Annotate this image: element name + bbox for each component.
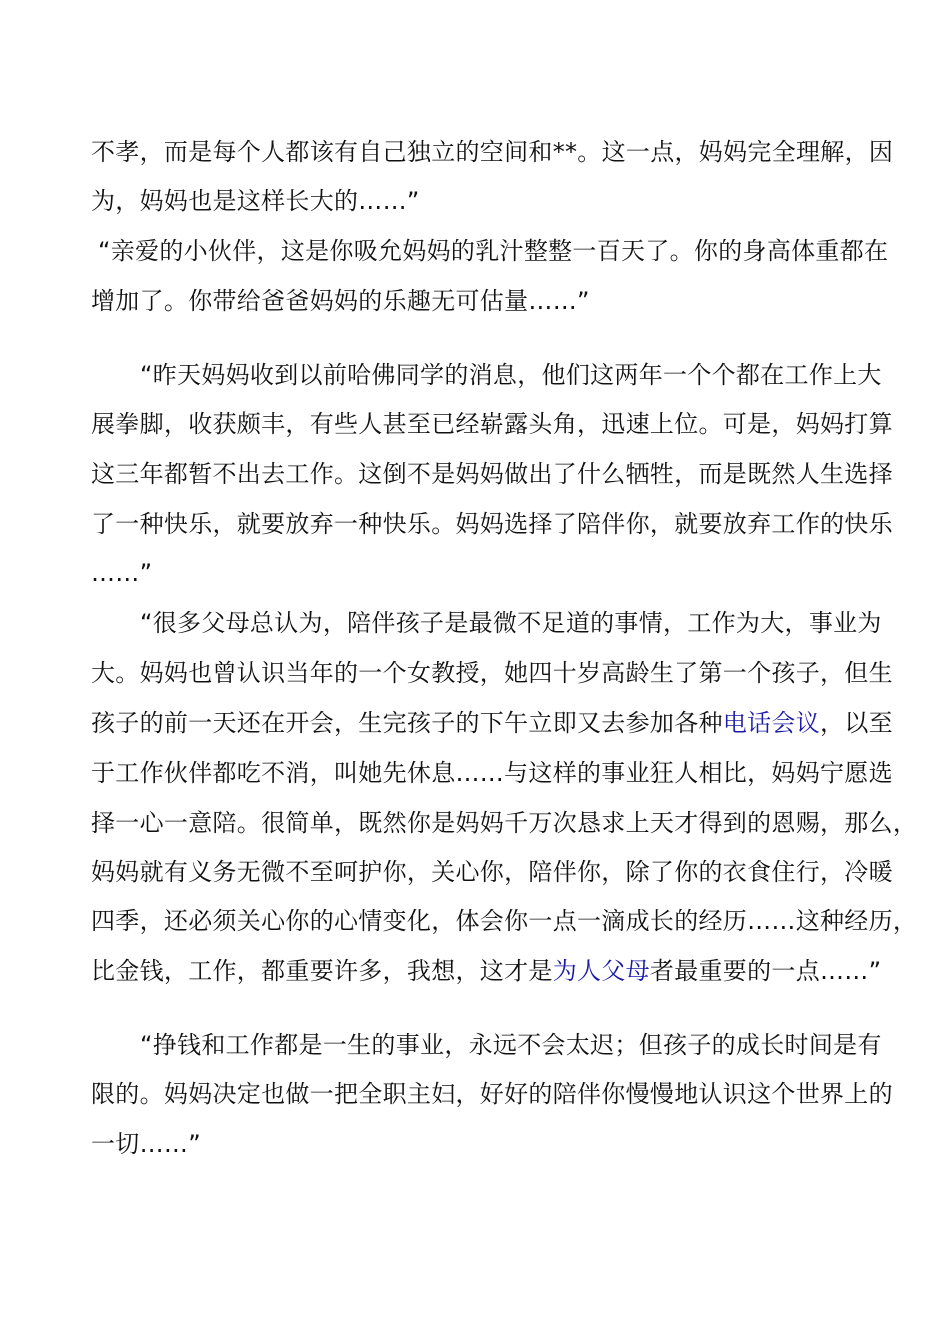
paragraph-4-line-8-text-b: 者最重要的一点……” (649, 957, 882, 985)
paragraph-2-line-1: “亲爱的小伙伴，这是你吸允妈妈的乳汁整整一百天了。你的身高体重都在 (98, 237, 889, 265)
paragraph-4-line-3-text-b: ，以至 (820, 709, 893, 737)
paragraph-5-line-3: 一切……” (91, 1130, 201, 1158)
paragraph-3-line-4: 了一种快乐，就要放弃一种快乐。妈妈选择了陪伴你，就要放弃工作的快乐 (91, 510, 893, 538)
paragraph-4-line-8-text-a: 比金钱，工作，都重要许多，我想，这才是 (91, 957, 553, 985)
paragraph-1-line-2: 为，妈妈也是这样长大的……” (91, 187, 420, 215)
paragraph-3-line-3: 这三年都暂不出去工作。这倒不是妈妈做出了什么牺牲，而是既然人生选择 (91, 460, 893, 488)
paragraph-2-line-2: 增加了。你带给爸爸妈妈的乐趣无可估量……” (91, 287, 590, 315)
paragraph-4-line-8 (91, 956, 881, 986)
paragraph-4-line-2: 大。妈妈也曾认识当年的一个女教授，她四十岁高龄生了第一个孩子，但生 (91, 659, 893, 687)
paragraph-5-line-1: “挣钱和工作都是一生的事业，永远不会太迟；但孩子的成长时间是有 (140, 1031, 882, 1059)
paragraph-4-line-4: 于工作伙伴都吃不消，叫她先休息……与这样的事业狂人相比，妈妈宁愿选 (91, 759, 893, 787)
paragraph-1-line-1: 不孝，而是每个人都该有自己独立的空间和**。这一点，妈妈完全理解，因 (91, 138, 894, 166)
paragraph-5-line-2: 限的。妈妈决定也做一把全职主妇，好好的陪伴你慢慢地认识这个世界上的 (91, 1080, 893, 1108)
paragraph-4-line-3 (91, 708, 893, 738)
paragraph-4-line-1: “很多父母总认为，陪伴孩子是最微不足道的事情，工作为大，事业为 (140, 609, 882, 637)
paragraph-3-line-2: 展拳脚，收获颇丰，有些人甚至已经崭露头角，迅速上位。可是，妈妈打算 (91, 410, 893, 438)
paragraph-4-line-5: 择一心一意陪。很简单，既然你是妈妈千万次恳求上天才得到的恩赐，那么， (91, 809, 918, 837)
paragraph-3-line-1: “昨天妈妈收到以前哈佛同学的消息，他们这两年一个个都在工作上大 (140, 361, 882, 389)
paragraph-4-line-7: 四季，还必须关心你的心情变化，体会你一点一滴成长的经历……这种经历， (91, 907, 918, 935)
paragraph-4-line-6: 妈妈就有义务无微不至呵护你，关心你，陪伴你，除了你的衣食住行，冷暖 (91, 858, 893, 886)
link-parenting[interactable]: 为人父母 (552, 957, 650, 985)
paragraph-3-line-5: ……” (91, 559, 153, 587)
paragraph-4-line-3-text-a: 孩子的前一天还在开会，生完孩子的下午立即又去参加各种 (91, 709, 723, 737)
link-phone-conference[interactable]: 电话会议 (722, 709, 821, 737)
